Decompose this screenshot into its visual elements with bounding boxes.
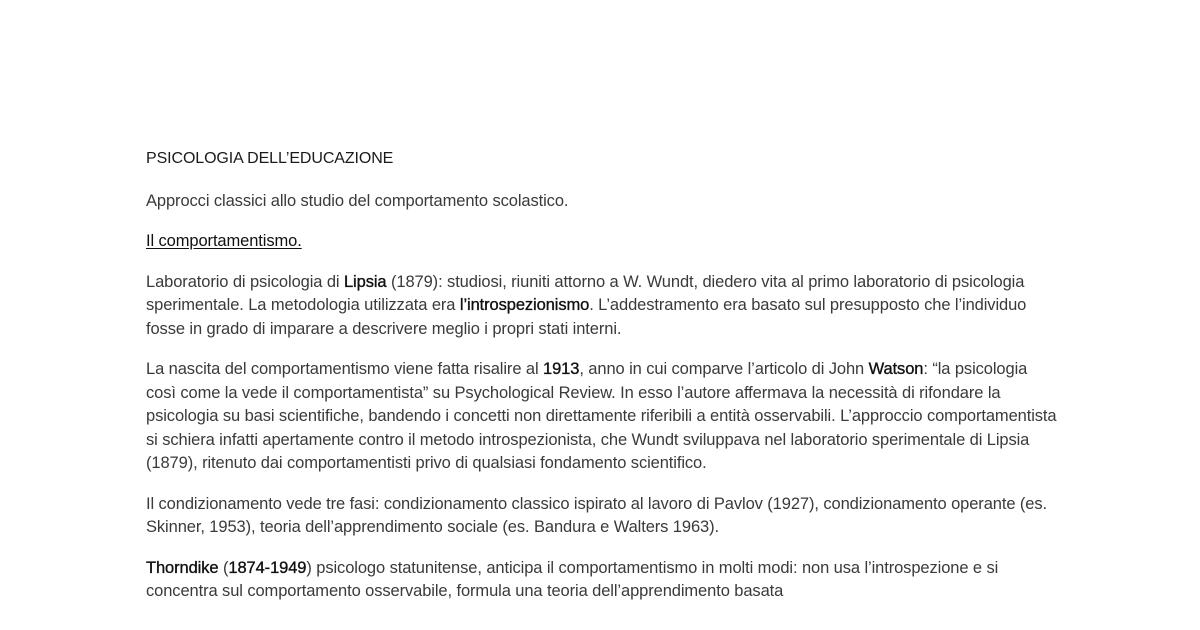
paragraph-watson [146, 358, 1061, 476]
bold-term: Thorndike [146, 558, 219, 577]
bold-term: Watson [868, 360, 924, 378]
paragraph-text: La nascita del comportamentismo viene fatta risalire al [146, 360, 544, 378]
bold-term: Lipsia [343, 272, 387, 291]
section-title: Il comportamentismo. [146, 232, 302, 250]
document-heading: PSICOLOGIA DELL’EDUCAZIONE [146, 150, 394, 167]
document-body [146, 147, 1061, 621]
paragraph-text: ) psicologo statunitense, anticipa il comportamentismo in molti modi: non usa l’introspezione e si concentra sul comportamento osservabile, formula una teoria dell’apprendimento basata [146, 558, 999, 600]
bold-term: 1913 [543, 360, 580, 378]
paragraph-text: Laboratorio di psicologia di [146, 272, 344, 291]
paragraph-text: : “la psicologia così come la vede il comportamentista” su Psychological Review. In esso l’autore affermava la necessità di rifondare la psicologia su basi scientifiche, bandendo i concetti non direttamente riferibili a entità osservabili. L’approccio comportamentista si schiera infatti apertamente contro il metodo introspezionista, che Wundt sviluppava nel laboratorio sperimentale di Lipsia (1879), ritenuto dai comportamentisti privo di qualsiasi fondamento scientifico. [146, 360, 1057, 472]
bold-term: l’introspezionismo [459, 296, 590, 314]
paragraph-text: ( [218, 558, 229, 577]
paragraph-thorndike [146, 557, 1061, 604]
paragraph-text: , anno in cui comparve l’articolo di John [579, 360, 869, 378]
paragraph-conditioning: Il condizionamento vede tre fasi: condizionamento classico ispirato al lavoro di Pavlov (1927), condizionamento operante (es. Skinner, 1953), teoria dell’apprendimento sociale (es. Bandura e Walters 1963). [146, 494, 1048, 536]
document-subtitle: Approcci classici allo studio del comportamento scolastico. [146, 191, 569, 210]
paragraph-text: . L’addestramento era basato sul presupposto che l’individuo fosse in grado di imparare a descrivere meglio i propri stati interni. [146, 296, 1027, 338]
paragraph-lipsia [146, 271, 1061, 342]
paragraph-text: (1879): studiosi, riuniti attorno a W. Wundt, diedero vita al primo laboratorio di psicologia sperimentale. La metodologia utilizzata era [146, 272, 1025, 314]
bold-term: 1874-1949 [228, 558, 307, 577]
